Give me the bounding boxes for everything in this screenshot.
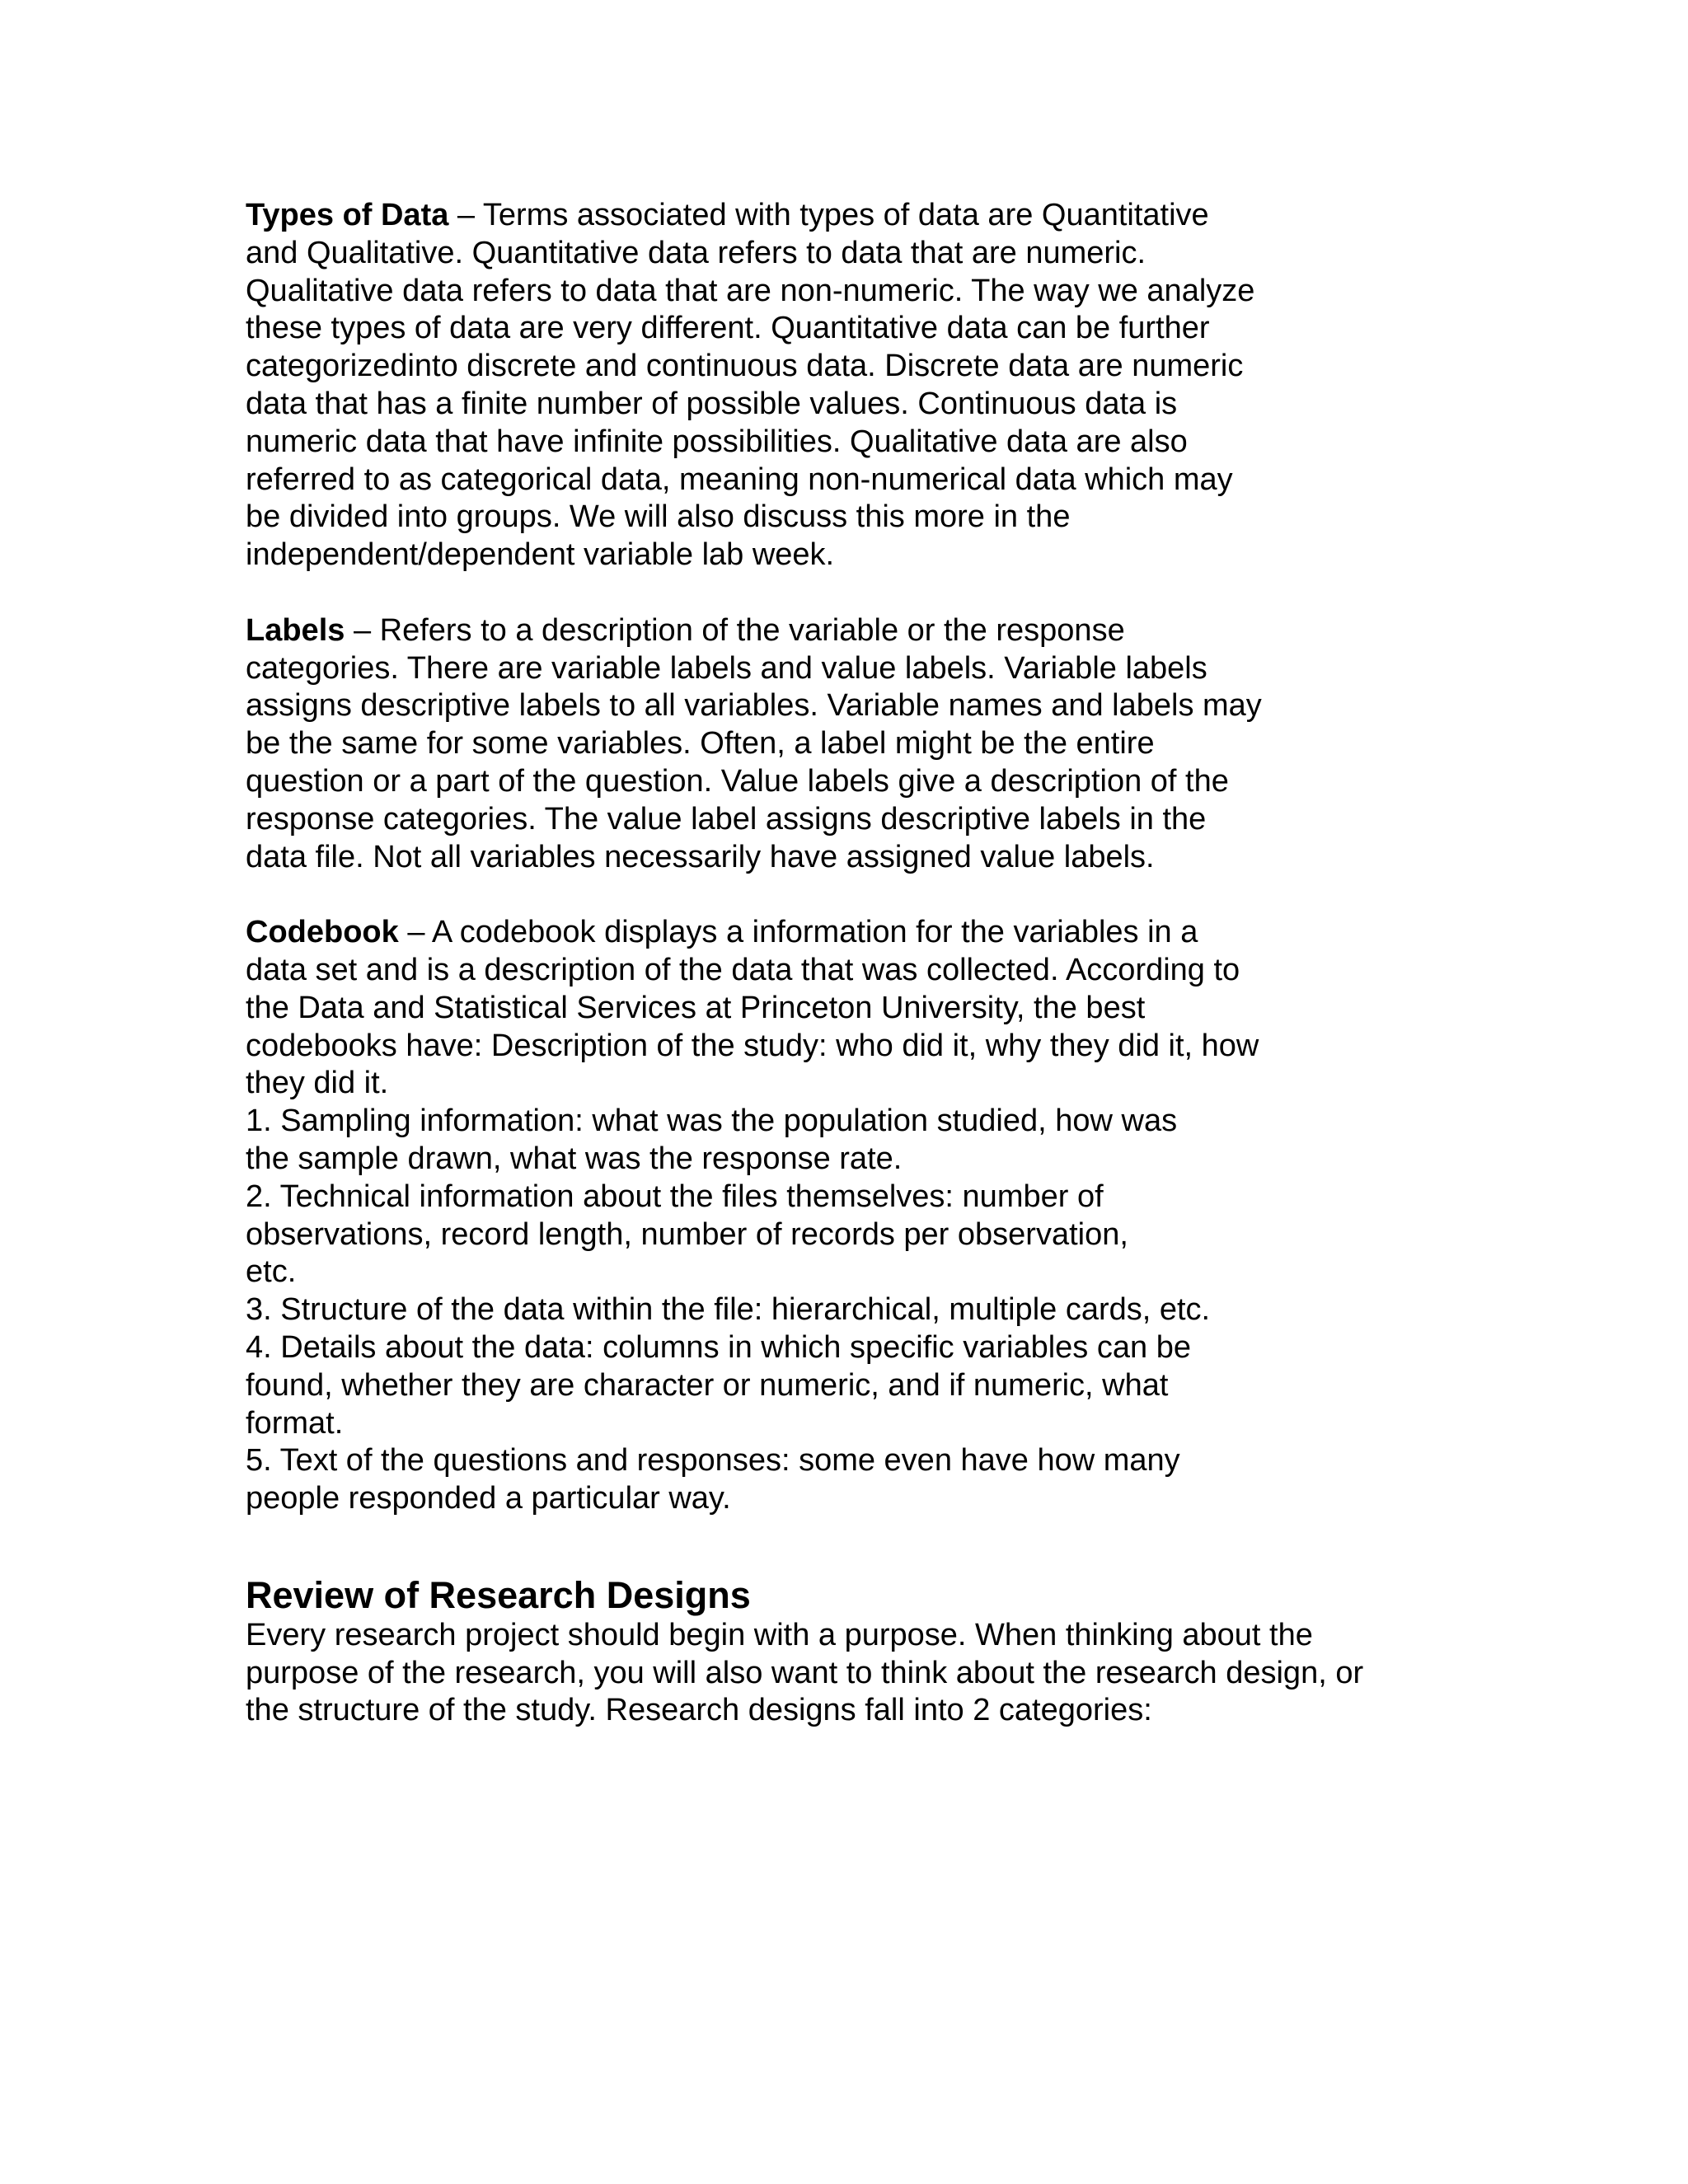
- paragraph-line: purpose of the research, you will also want to think about the research design, or: [246, 1655, 1364, 1690]
- paragraph-line: data set and is a description of the data that was collected. According to: [246, 952, 1240, 987]
- types-of-data-line-1: [246, 197, 1449, 235]
- paragraph-line: assigns descriptive labels to all variables. Variable names and labels may: [246, 688, 1262, 724]
- labels-line-1: [246, 612, 1449, 650]
- paragraph-line: categories. There are variable labels and value labels. Variable labels: [246, 650, 1207, 686]
- paragraph-line: the Data and Statistical Services at Princeton University, the best: [246, 990, 1146, 1025]
- codebook-text: – A codebook displays a information for the variables in a: [398, 915, 1198, 950]
- paragraph-line: referred to as categorical data, meaning non-numerical data which may: [246, 462, 1233, 497]
- paragraph-line: independent/dependent variable lab week.: [246, 537, 835, 573]
- types-of-data-term: Types of Data: [246, 198, 449, 232]
- paragraph-line: response categories. The value label assigns descriptive labels in the: [246, 801, 1207, 837]
- paragraph-line: be divided into groups. We will also discuss this more in the: [246, 499, 1071, 535]
- paragraph-line: the structure of the study. Research designs fall into 2 categories:: [246, 1693, 1152, 1728]
- codebook-term: Codebook: [246, 915, 399, 950]
- list-item-continuation: the sample drawn, what was the response rate.: [246, 1141, 903, 1176]
- section-spacer: [246, 1518, 1449, 1574]
- labels-term: Labels: [246, 612, 345, 648]
- paragraph-line: numeric data that have infinite possibilities. Qualitative data are also: [246, 424, 1188, 459]
- labels-text: – Refers to a description of the variable or the response: [345, 612, 1125, 648]
- list-item-continuation: etc.: [246, 1254, 297, 1290]
- codebook-paragraph: [246, 914, 1449, 1518]
- paragraph-spacer: [246, 876, 1449, 914]
- types-of-data-text: – Terms associated with types of data are Quantitative: [448, 198, 1209, 232]
- paragraph-line: codebooks have: Description of the study: who did it, why they did it, how: [246, 1028, 1259, 1063]
- paragraph-line: Every research project should begin with a purpose. When thinking about the: [246, 1617, 1313, 1652]
- list-item: 3. Structure of the data within the file: hierarchical, multiple cards, etc.: [246, 1292, 1211, 1328]
- list-item-continuation: format.: [246, 1405, 344, 1441]
- labels-paragraph: [246, 612, 1449, 877]
- paragraph-line: question or a part of the question. Value labels give a description of the: [246, 763, 1229, 799]
- list-item: 4. Details about the data: columns in which specific variables can be: [246, 1329, 1191, 1365]
- paragraph-line: data that has a finite number of possible values. Continuous data is: [246, 386, 1178, 421]
- research-designs-paragraph: [246, 1617, 1449, 1730]
- paragraph-line: they did it.: [246, 1066, 389, 1101]
- list-item-continuation: observations, record length, number of records per observation,: [246, 1216, 1128, 1252]
- list-item: 1. Sampling information: what was the population studied, how was: [246, 1104, 1178, 1139]
- codebook-line-1: [246, 914, 1449, 952]
- types-of-data-paragraph: [246, 197, 1449, 574]
- paragraph-line: Qualitative data refers to data that are non-numeric. The way we analyze: [246, 273, 1255, 308]
- list-item: 2. Technical information about the files themselves: number of: [246, 1179, 1104, 1214]
- paragraph-line: be the same for some variables. Often, a label might be the entire: [246, 726, 1155, 762]
- paragraph-line: data file. Not all variables necessarily have assigned value labels.: [246, 839, 1155, 874]
- list-item-continuation: people responded a particular way.: [246, 1481, 731, 1516]
- list-item-continuation: found, whether they are character or numeric, and if numeric, what: [246, 1367, 1169, 1403]
- document-page: [246, 197, 1449, 1730]
- paragraph-line: categorizedinto discrete and continuous data. Discrete data are numeric: [246, 349, 1244, 384]
- paragraph-line: and Qualitative. Quantitative data refers to data that are numeric.: [246, 235, 1146, 270]
- list-item: 5. Text of the questions and responses: some even have how many: [246, 1443, 1180, 1479]
- research-designs-heading: Review of Research Designs: [246, 1573, 751, 1616]
- paragraph-spacer: [246, 574, 1449, 612]
- paragraph-line: these types of data are very different. Quantitative data can be further: [246, 311, 1210, 346]
